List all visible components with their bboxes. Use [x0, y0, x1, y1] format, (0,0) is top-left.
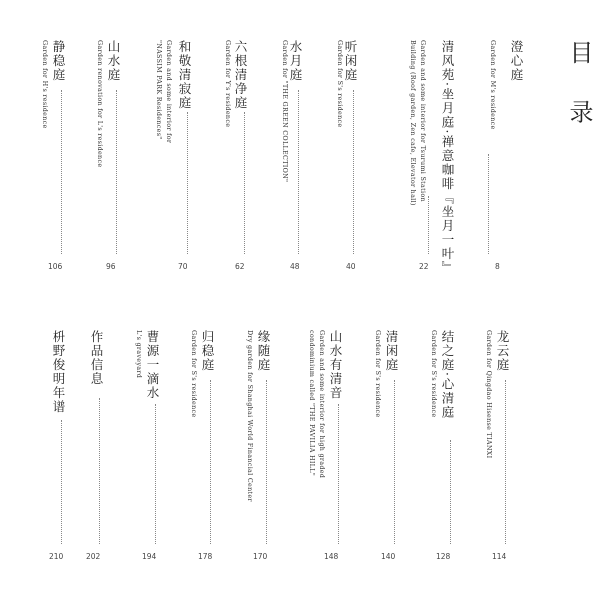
- toc-page-number: 40: [346, 262, 356, 271]
- toc-entry-subtitle: Garden and some interior for Tsurumi Station: [419, 40, 427, 202]
- toc-entry-title[interactable]: 山水有清音: [328, 330, 343, 400]
- toc-entry-subtitle: Garden for M's residence: [489, 40, 497, 130]
- toc-leader: [187, 112, 188, 254]
- toc-entry-subtitle: Garden for S's residence: [336, 40, 344, 128]
- toc-leader: [210, 380, 211, 544]
- toc-leader: [450, 440, 451, 544]
- toc-leader: [61, 420, 62, 544]
- toc-page-number: 148: [324, 552, 339, 561]
- toc-page-number: 106: [48, 262, 63, 271]
- toc-leader: [394, 380, 395, 544]
- toc-entry-subtitle: Garden and some interior for: [165, 40, 173, 144]
- toc-entry-subtitle: Garden for H's residence: [41, 40, 49, 129]
- toc-entry-title[interactable]: 澄心庭: [509, 40, 524, 82]
- toc-page-number: 210: [49, 552, 64, 561]
- toc-entry-title[interactable]: 水月庭: [288, 40, 303, 82]
- toc-entry-subtitle: Garden for S's residence: [374, 330, 382, 418]
- toc-leader: [338, 404, 339, 544]
- toc-entry-title[interactable]: 曹源一滴水: [145, 330, 160, 400]
- toc-entry-subtitle: condominium called "THE PAVILIA HILL": [308, 330, 316, 476]
- toc-leader: [61, 90, 62, 254]
- toc-page-number: 202: [86, 552, 101, 561]
- toc-entry-subtitle: Garden for "THE GREEN COLLECTION": [281, 40, 289, 183]
- toc-entry-subtitle: L's graveyard: [135, 330, 143, 379]
- toc-page-number: 22: [419, 262, 429, 271]
- toc-entry-subtitle: Garden and some interior for high graded: [318, 330, 326, 479]
- toc-title: 目 录: [565, 40, 593, 138]
- toc-leader: [266, 380, 267, 544]
- toc-leader: [116, 90, 117, 254]
- toc-entry-subtitle: Garden for S's residence: [190, 330, 198, 418]
- toc-page-number: 140: [381, 552, 396, 561]
- toc-page-number: 128: [436, 552, 451, 561]
- toc-page-number: 48: [290, 262, 300, 271]
- toc-entry-subtitle: Dry garden for Shanghai World Financial Center: [246, 330, 254, 502]
- toc-entry-title[interactable]: 清闲庭: [384, 330, 399, 372]
- toc-entry-title[interactable]: 结之庭·心清庭: [440, 330, 455, 420]
- toc-entry-title[interactable]: 枡野俊明年谱: [51, 330, 66, 414]
- toc-leader: [99, 398, 100, 544]
- toc-entry-subtitle: Garden renovation for L's residence: [96, 40, 104, 168]
- toc-entry-title[interactable]: 山水庭: [106, 40, 121, 82]
- toc-entry-subtitle: Garden for Qingdao Hisense TIANXI: [485, 330, 493, 459]
- toc-entry-title[interactable]: 缘随庭: [256, 330, 271, 372]
- toc-entry-title[interactable]: 作品信息: [89, 330, 104, 386]
- toc-page-number: 178: [198, 552, 213, 561]
- toc-entry-title[interactable]: 听闲庭: [343, 40, 358, 82]
- toc-page-number: 170: [253, 552, 268, 561]
- toc-entry-title[interactable]: 归稳庭: [200, 330, 215, 372]
- toc-entry-title[interactable]: 清风苑·坐月庭·禅意咖啡『坐月一叶』: [440, 40, 455, 275]
- toc-leader: [155, 404, 156, 544]
- toc-entry-title[interactable]: 六根清净庭: [233, 40, 248, 110]
- toc-entry-title[interactable]: 静稳庭: [51, 40, 66, 82]
- toc-page-number: 70: [178, 262, 188, 271]
- toc-entry-title[interactable]: 龙云庭: [495, 330, 510, 372]
- toc-page-number: 114: [492, 552, 507, 561]
- toc-leader: [488, 154, 489, 254]
- toc-page-number: 8: [495, 262, 500, 271]
- toc-leader: [505, 380, 506, 544]
- toc-page-number: 62: [235, 262, 245, 271]
- toc-entry-subtitle: Building (Roof garden, Zen cafe, Elevator hall): [409, 40, 417, 206]
- toc-entry-subtitle: Garden for S's residence: [430, 330, 438, 418]
- toc-entry-subtitle: "NASSIM PARK Residences": [155, 40, 163, 140]
- toc-leader: [298, 90, 299, 254]
- toc-leader: [428, 196, 429, 254]
- toc-entry-subtitle: Garden for Y's residence: [224, 40, 232, 128]
- toc-page-number: 194: [142, 552, 157, 561]
- toc-leader: [353, 90, 354, 254]
- toc-leader: [244, 112, 245, 254]
- toc-page-number: 96: [106, 262, 116, 271]
- toc-entry-title[interactable]: 和敬清寂庭: [177, 40, 192, 110]
